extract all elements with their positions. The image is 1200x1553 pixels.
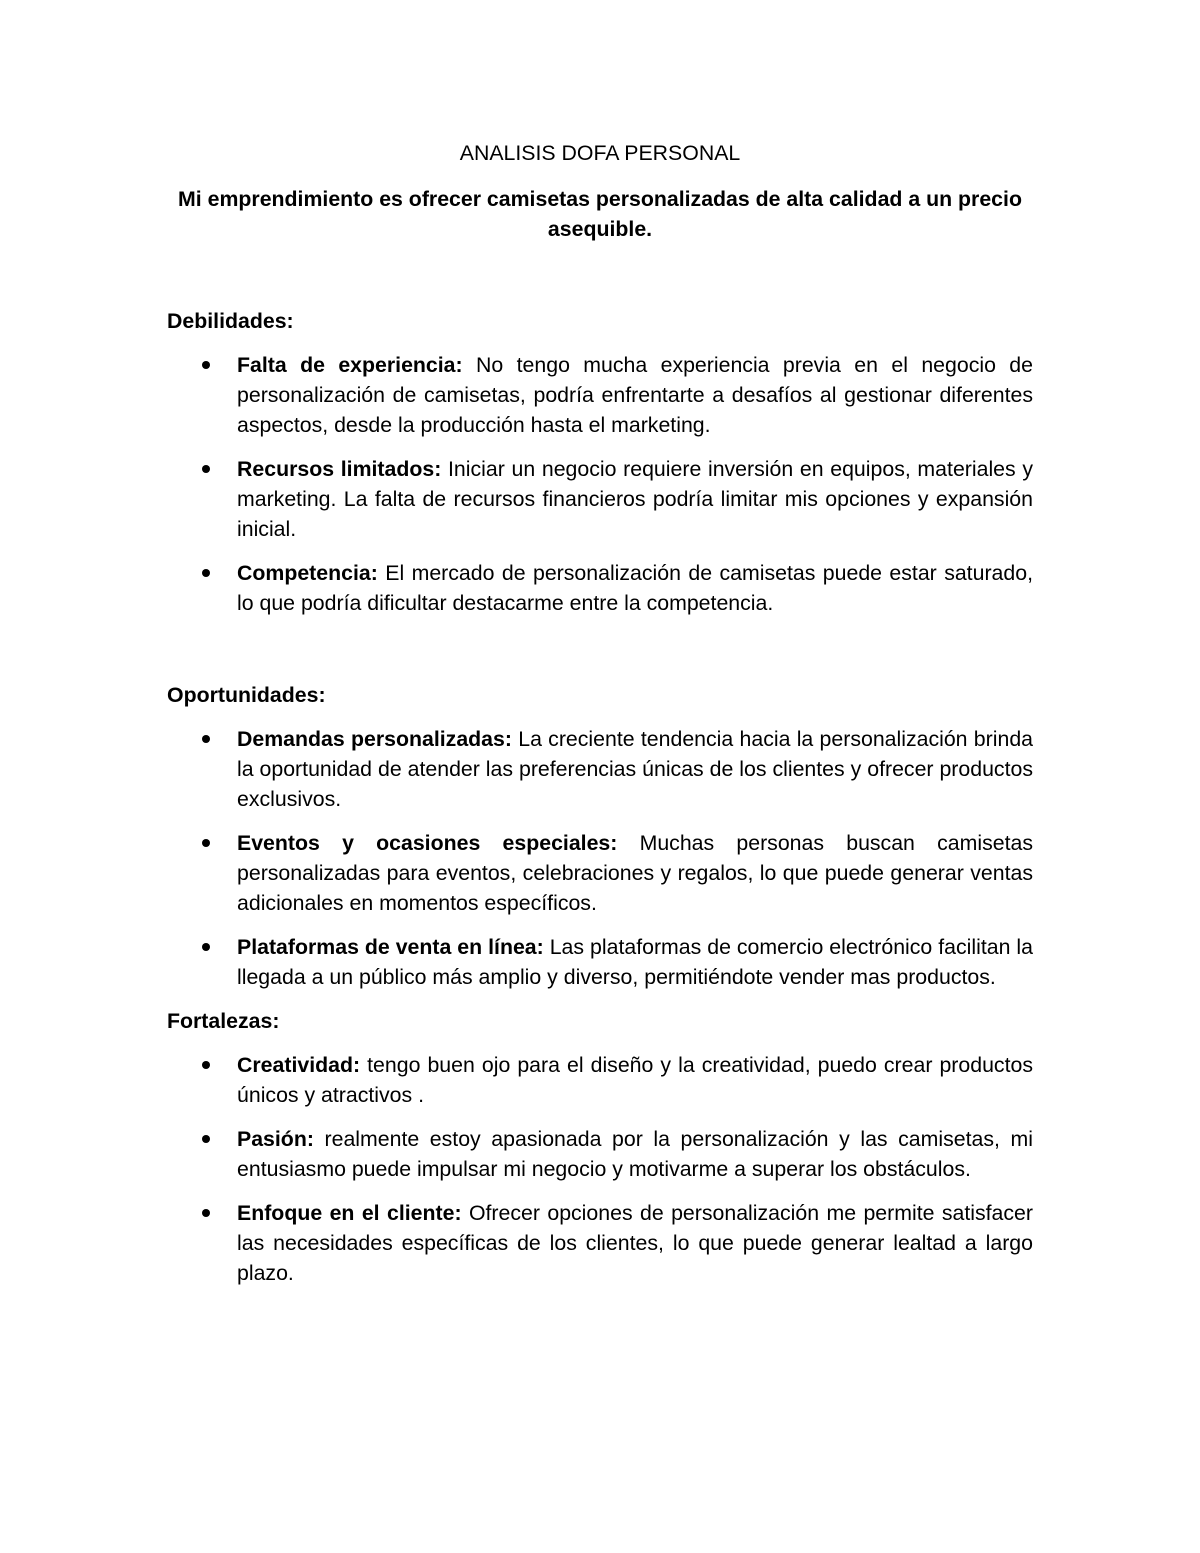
item-text: Las plataformas de comercio electrónico facilitan la llegada a un público más amplio y diverso, permitiéndote vender mas productos. [237,935,1033,989]
section-fortalezas [167,1006,1033,1288]
bullet-icon [202,361,210,369]
bullet-list [167,724,1033,992]
document-title: ANALISIS DOFA PERSONAL [459,141,741,165]
bullet-icon [202,1061,210,1069]
bullet-list [167,350,1033,618]
bullet-icon [202,735,210,743]
list-item [167,350,1033,440]
item-text: No tengo mucha experiencia previa en el negocio de personalización de camisetas, podría enfrentarte a desafíos al gestionar diferentes aspectos, desde la producción hasta el marketing. [237,353,1033,437]
item-term: Pasión: [237,1127,314,1151]
list-item [167,1124,1033,1184]
list-item [167,1050,1033,1110]
bullet-icon [202,569,210,577]
bullet-icon [202,839,210,847]
section-oportunidades [167,680,1033,992]
item-term: Plataformas de venta en línea: [237,935,544,959]
item-term: Eventos y ocasiones especiales: [237,831,618,855]
item-term: Competencia: [237,561,378,585]
bullet-icon [202,1135,210,1143]
section-heading: Debilidades: [167,309,294,333]
item-term: Recursos limitados: [237,457,442,481]
list-item [167,558,1033,618]
section-heading: Fortalezas: [167,1009,280,1033]
item-text: El mercado de personalización de camisetas puede estar saturado, lo que podría dificultar destacarme entre la competencia. [237,561,1033,615]
item-text: realmente estoy apasionada por la personalización y las camisetas, mi entusiasmo puede impulsar mi negocio y motivarme a superar los obstáculos. [237,1127,1033,1181]
list-item [167,724,1033,814]
bullet-list [167,1050,1033,1288]
document-subtitle: Mi emprendimiento es ofrecer camisetas personalizadas de alta calidad a un precio asequible. [178,187,1022,241]
section-heading: Oportunidades: [167,683,326,707]
bullet-icon [202,943,210,951]
item-text: Iniciar un negocio requiere inversión en equipos, materiales y marketing. La falta de recursos financieros podría limitar mis opciones y expansión inicial. [237,457,1034,541]
item-term: Falta de experiencia: [237,353,463,377]
item-term: Enfoque en el cliente: [237,1201,462,1225]
item-text: Muchas personas buscan camisetas personalizadas para eventos, celebraciones y regalos, lo que puede generar ventas adicionales en momentos específicos. [237,831,1033,915]
list-item [167,828,1033,918]
list-item [167,932,1033,992]
list-item [167,1198,1033,1288]
item-text: Ofrecer opciones de personalización me permite satisfacer las necesidades específicas de los clientes, lo que puede generar lealtad a largo plazo. [237,1201,1033,1285]
item-term: Creatividad: [237,1053,361,1077]
item-text: La creciente tendencia hacia la personalización brinda la oportunidad de atender las preferencias únicas de los clientes y ofrecer productos exclusivos. [237,727,1034,811]
section-debilidades [167,306,1033,618]
list-item [167,454,1033,544]
bullet-icon [202,465,210,473]
item-text: tengo buen ojo para el diseño y la creatividad, puedo crear productos únicos y atractivos . [237,1053,1033,1107]
item-term: Demandas personalizadas: [237,727,512,751]
bullet-icon [202,1209,210,1217]
